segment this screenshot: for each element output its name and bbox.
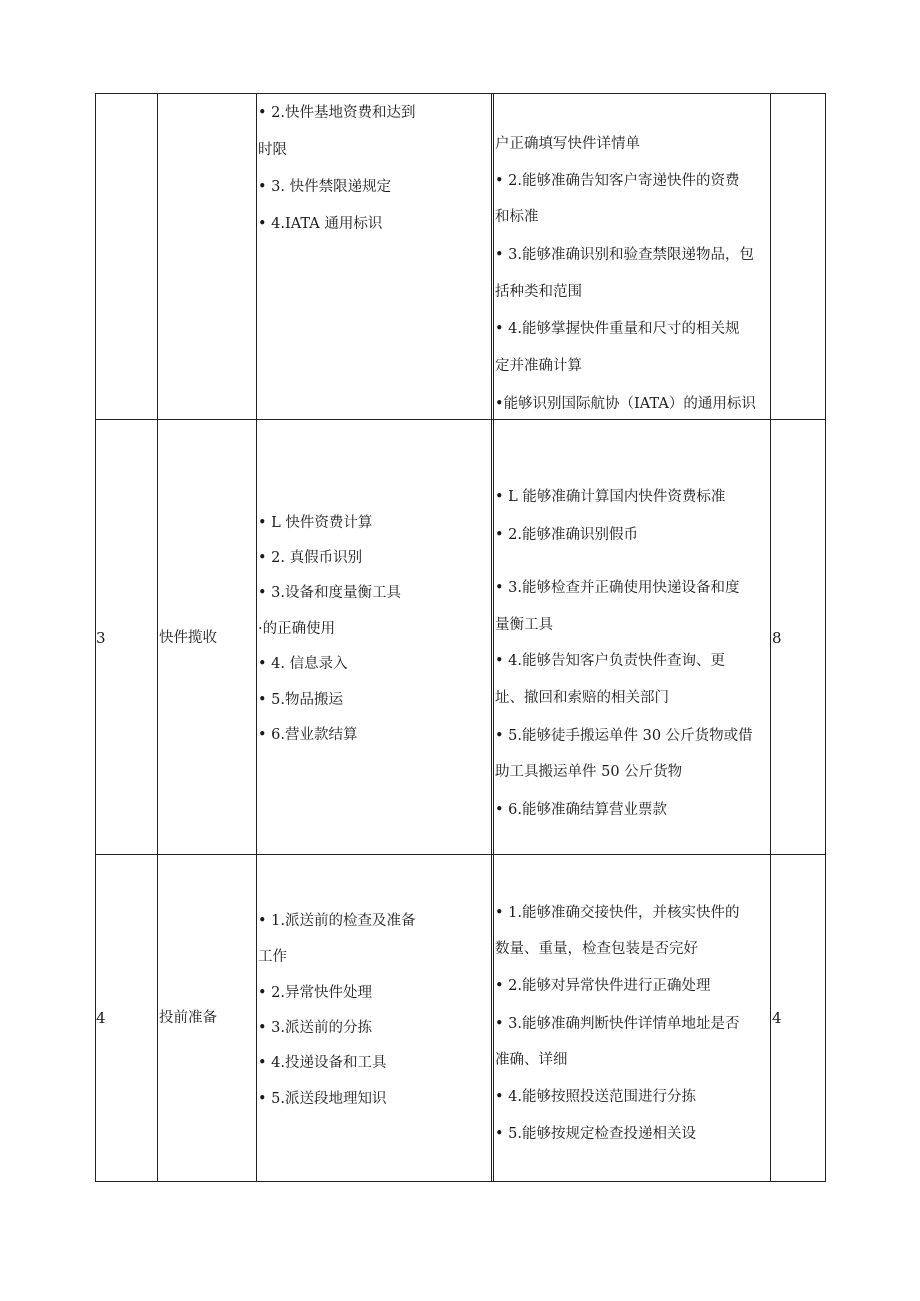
- table-border-right: [825, 93, 826, 1182]
- knowledge-item: • 2.快件基地资费和达到: [258, 104, 416, 122]
- knowledge-item: • 3. 快件禁限递规定: [258, 178, 391, 196]
- column-divider-1: [157, 93, 158, 1182]
- module-name: 投前准备: [159, 1010, 217, 1026]
- knowledge-item: • 2. 真假币识别: [258, 549, 362, 567]
- skill-item: • 5.能够徒手搬运单件 30 公斤货物或借: [495, 727, 753, 745]
- skill-item: • 2.能够准确告知客户寄递快件的资费: [495, 172, 740, 190]
- skill-item: • 2.能够对异常快件进行正确处理: [495, 977, 711, 995]
- table-border-bottom: [95, 1181, 826, 1182]
- skill-item: • 2.能够准确识别假币: [495, 526, 638, 544]
- skill-item: 括种类和范围: [495, 284, 582, 300]
- skill-item: • 3.能够检查并正确使用快递设备和度: [495, 579, 740, 597]
- knowledge-item: 工作: [258, 949, 287, 965]
- skill-item: 助工具搬运单件 50 公斤货物: [495, 764, 683, 780]
- row-divider-2: [95, 854, 826, 855]
- column-divider-3b: [493, 93, 494, 1182]
- skill-item: • 3.能够准确识别和验查禁限递物品，包: [495, 246, 754, 264]
- skill-item: • 3.能够准确判断快件详情单地址是否: [495, 1015, 740, 1033]
- skill-item: • 能够识别国际航协（IATA）的通用标识: [495, 395, 756, 413]
- skill-item: 户正确填写快件详情单: [495, 136, 640, 152]
- skill-item: 数量、重量，检查包装是否完好: [495, 941, 698, 957]
- module-name: 快件揽收: [159, 630, 217, 646]
- skill-item: • L 能够准确计算国内快件资费标准: [495, 488, 725, 506]
- row-divider-1: [95, 419, 826, 420]
- skill-item: 量衡工具: [495, 617, 553, 633]
- row-number: 3: [96, 629, 106, 647]
- skill-item: • 4.能够按照投送范围进行分拣: [495, 1088, 696, 1106]
- skill-item: • 4.能够掌握快件重量和尺寸的相关规: [495, 320, 740, 338]
- skill-item: 准确、详细: [495, 1052, 568, 1068]
- skill-item: • 4.能够告知客户负责快件查询、更: [495, 652, 725, 670]
- knowledge-item: • 5.派送段地理知识: [258, 1090, 387, 1108]
- table-border-top: [95, 93, 826, 94]
- knowledge-item: • 5.物品搬运: [258, 691, 343, 709]
- knowledge-item: • 6.营业款结算: [258, 726, 358, 744]
- knowledge-item: • 1.派送前的检查及准备: [258, 912, 416, 930]
- skill-item: • 1.能够准确交接快件，并核实快件的: [495, 904, 740, 922]
- column-divider-2: [256, 93, 257, 1182]
- skill-item: 定并准确计算: [495, 358, 582, 374]
- knowledge-item: • L 快件资费计算: [258, 514, 372, 532]
- knowledge-item: • 3.设备和度量衡工具: [258, 584, 401, 602]
- column-divider-4: [770, 93, 771, 1182]
- skill-item: 和标准: [495, 209, 539, 225]
- column-divider-3a: [491, 93, 492, 1182]
- hours-value: 4: [772, 1009, 782, 1027]
- row-number: 4: [96, 1009, 106, 1027]
- knowledge-item: • 2.异常快件处理: [258, 984, 372, 1002]
- hours-value: 8: [772, 629, 782, 647]
- skill-item: • 5.能够按规定检查投递相关设: [495, 1125, 696, 1143]
- knowledge-item: ·的正确使用: [258, 621, 336, 637]
- knowledge-item: • 3.派送前的分拣: [258, 1019, 372, 1037]
- knowledge-item: • 4.投递设备和工具: [258, 1054, 387, 1072]
- knowledge-item: • 4.IATA 通用标识: [258, 215, 382, 233]
- knowledge-item: • 4. 信息录入: [258, 655, 348, 673]
- skill-item: • 6.能够准确结算营业票款: [495, 801, 667, 819]
- knowledge-item: 时限: [258, 142, 287, 158]
- skill-item: 址、撤回和索赔的相关部门: [495, 690, 669, 706]
